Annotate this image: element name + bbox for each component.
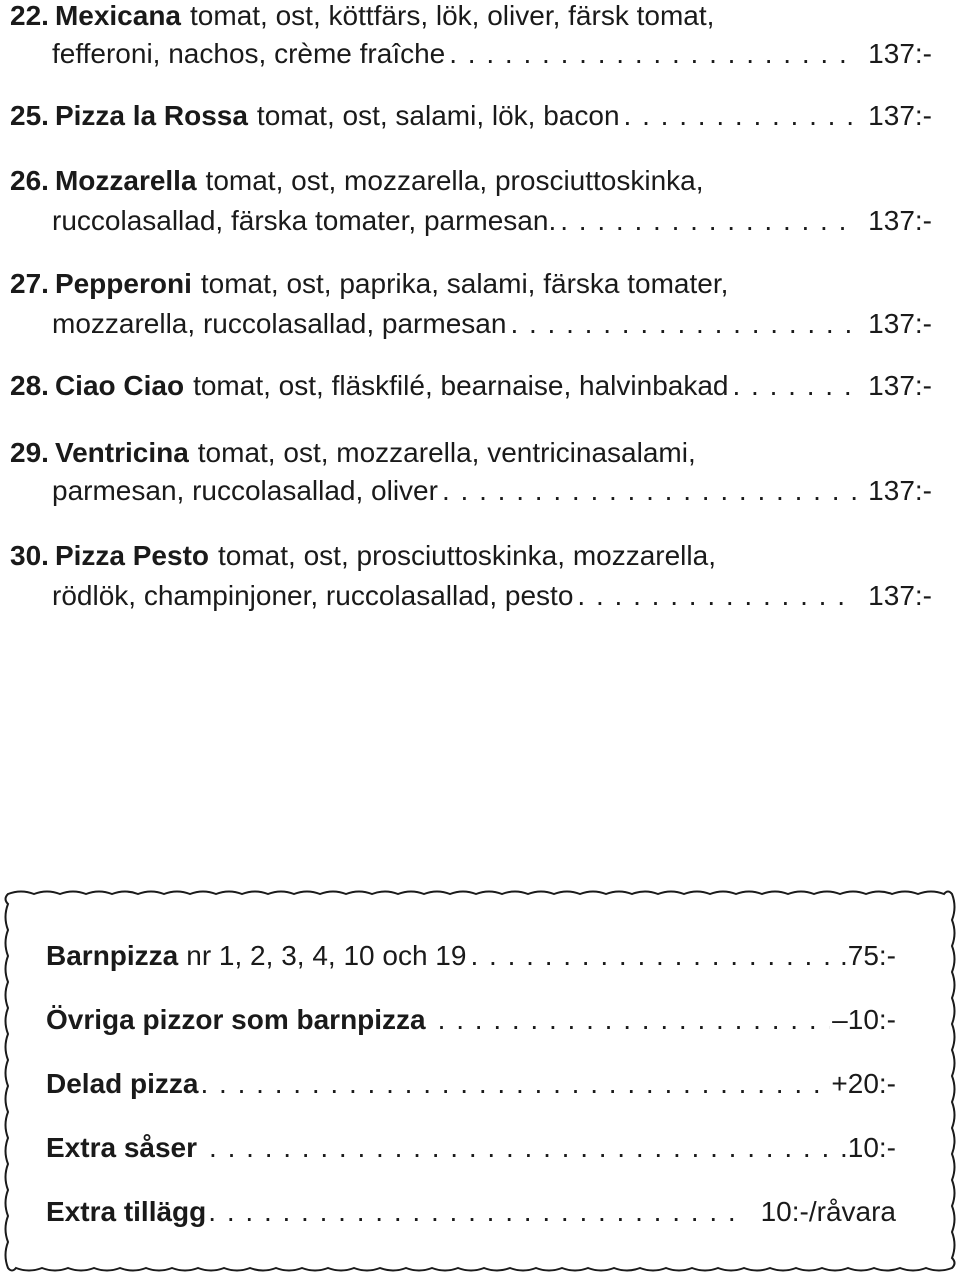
item-number: 27. xyxy=(10,268,49,299)
menu-item-line xyxy=(10,540,932,580)
item-number: 22. xyxy=(10,0,49,31)
item-ingredients: tomat, ost, mozzarella, prosciuttoskinka, xyxy=(205,165,704,196)
dot-leader xyxy=(470,940,840,972)
item-ingredients-cont: ruccolasallad, färska tomater, parmesan. xyxy=(52,205,557,236)
menu-item-line xyxy=(10,165,932,205)
item-price: 137:- xyxy=(868,100,932,131)
extras-price: +20:- xyxy=(831,1068,896,1099)
dot-leader xyxy=(560,205,858,237)
extras-price: –10:- xyxy=(832,1004,896,1035)
extras-row-saser xyxy=(46,1132,896,1176)
item-price: 137:- xyxy=(868,308,932,339)
extras-price: .75:- xyxy=(839,940,896,971)
item-name: Ciao Ciao xyxy=(54,370,185,401)
item-name: Pizza Pesto xyxy=(54,540,209,571)
dot-leader xyxy=(209,1132,846,1164)
dot-leader xyxy=(624,100,859,132)
item-price: 137:- xyxy=(868,205,932,236)
dot-leader xyxy=(208,1196,748,1228)
item-number: 26. xyxy=(10,165,49,196)
item-name: Ventricina xyxy=(54,437,189,468)
extras-label: Extra såser xyxy=(46,1132,198,1163)
item-name: Pizza la Rossa xyxy=(54,100,248,131)
item-name: Mexicana xyxy=(54,0,182,31)
extras-row-delad xyxy=(46,1068,896,1112)
extras-row-barnpizza xyxy=(46,940,896,984)
item-ingredients-cont: parmesan, ruccolasallad, oliver xyxy=(52,475,438,506)
extras-row-ovriga xyxy=(46,1004,896,1048)
item-number: 25. xyxy=(10,100,49,131)
menu-item-line xyxy=(10,268,932,308)
item-price: 137:- xyxy=(868,370,932,401)
dot-leader xyxy=(510,308,858,340)
extras-price: 10:-/råvara xyxy=(760,1196,896,1227)
menu-item-line xyxy=(10,580,932,620)
item-number: 28. xyxy=(10,370,49,401)
item-name: Mozzarella xyxy=(54,165,197,196)
extras-label: Barnpizza xyxy=(46,940,179,971)
dot-leader xyxy=(449,38,858,70)
dot-leader xyxy=(442,475,858,507)
item-ingredients: tomat, ost, fläskfilé, bearnaise, halvinbakad xyxy=(193,370,729,401)
dot-leader xyxy=(438,1004,831,1036)
extras-label: Delad pizza xyxy=(46,1068,199,1099)
item-number: 29. xyxy=(10,437,49,468)
menu-item-line xyxy=(10,308,932,348)
menu-item-line xyxy=(10,205,932,245)
extras-price: 10:- xyxy=(847,1132,896,1163)
menu-item-line xyxy=(10,0,932,40)
item-ingredients-cont: rödlök, champinjoner, ruccolasallad, pesto xyxy=(52,580,574,611)
dot-leader xyxy=(200,1068,829,1100)
item-ingredients: tomat, ost, prosciuttoskinka, mozzarella, xyxy=(218,540,716,571)
item-ingredients: tomat, ost, salami, lök, bacon xyxy=(256,100,620,131)
item-price: 137:- xyxy=(868,475,932,506)
extras-label: Extra tillägg xyxy=(46,1196,207,1227)
menu-item-line xyxy=(10,370,932,410)
extras-row-tillagg xyxy=(46,1196,896,1240)
extras-note: nr 1, 2, 3, 4, 10 och 19 xyxy=(186,940,467,971)
dot-leader xyxy=(577,580,858,612)
item-ingredients-cont: fefferoni, nachos, crème fraîche xyxy=(52,38,446,69)
item-price: 137:- xyxy=(868,580,932,611)
item-price: 137:- xyxy=(868,38,932,69)
dot-leader xyxy=(732,370,858,402)
item-ingredients: tomat, ost, köttfärs, lök, oliver, färsk tomat, xyxy=(190,0,715,31)
item-ingredients: tomat, ost, paprika, salami, färska tomater, xyxy=(200,268,729,299)
menu-item-line xyxy=(10,100,932,140)
item-ingredients: tomat, ost, mozzarella, ventricinasalami, xyxy=(197,437,696,468)
menu-item-line xyxy=(10,437,932,477)
item-number: 30. xyxy=(10,540,49,571)
item-ingredients-cont: mozzarella, ruccolasallad, parmesan xyxy=(52,308,507,339)
menu-item-line xyxy=(10,38,932,78)
item-name: Pepperoni xyxy=(54,268,192,299)
extras-label: Övriga pizzor som barnpizza xyxy=(46,1004,426,1035)
menu-item-line xyxy=(10,475,932,515)
